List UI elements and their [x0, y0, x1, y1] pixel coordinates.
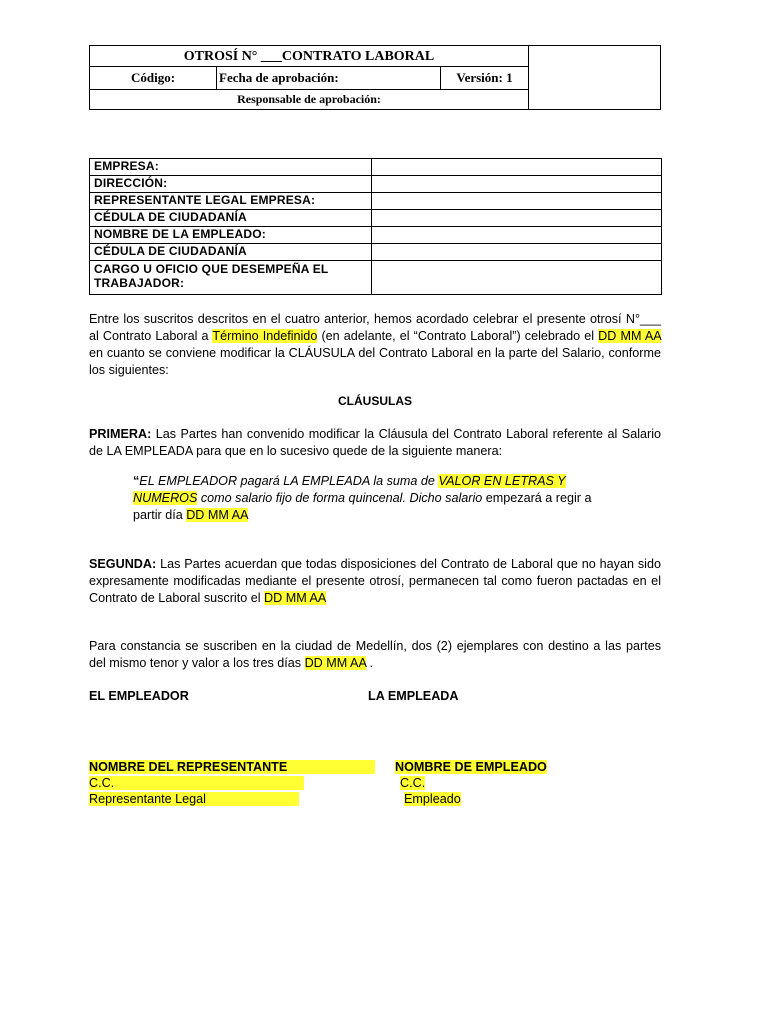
fecha-aprobacion-label: Fecha de aprobación:	[217, 67, 441, 89]
header-left-block	[90, 46, 529, 109]
contract-date-placeholder: DD MM AA	[264, 591, 327, 605]
quote-text-3: empezará a regir a partir día	[133, 491, 592, 522]
document-header-table	[89, 45, 661, 110]
segunda-text: Las Partes acuerdan que todas disposiciones del Contrato de Laboral que no hayan sido expresamente modificadas mediante el presente otrosí, permanecen tal como fueron pactadas en el Contrato de Laboral suscrito el	[89, 557, 661, 605]
intro-text-3: en cuanto se conviene modificar la CLÁUSULA del Contrato Laboral en la parte del Salario, conforme los siguientes:	[89, 346, 661, 377]
nombre-empleado-label: NOMBRE DE LA EMPLEADO:	[90, 227, 372, 244]
start-date-placeholder: DD MM AA	[186, 508, 249, 522]
intro-text-2: (en adelante, el “Contrato Laboral”) celebrado el	[317, 329, 599, 343]
cedula-representante-value-cell	[372, 210, 662, 227]
quote-open-mark: “	[133, 474, 140, 488]
segunda-clause	[89, 556, 661, 607]
signing-date-placeholder: DD MM AA	[304, 656, 367, 670]
empleado-role-placeholder: Empleado	[404, 792, 461, 806]
constancia-paragraph	[89, 638, 661, 672]
constancia-end: .	[366, 656, 374, 670]
quote-text-1: EL EMPLEADOR pagará LA EMPLEADA la suma de	[139, 474, 439, 488]
empleado-cc-placeholder: C.C.	[400, 776, 426, 790]
responsable-label: Responsable de aprobación:	[237, 92, 381, 106]
representante-value-cell	[372, 193, 662, 210]
intro-text-1: Entre los suscritos descritos en el cuatro anterior, hemos acordado celebrar el presente otrosí N°___ al Contrato Laboral a	[89, 312, 661, 343]
salary-amount-placeholder: VALOR EN LETRAS Y NUMEROS	[133, 474, 566, 505]
table-row	[90, 244, 662, 261]
empleado-name-placeholder: NOMBRE DE EMPLEADO	[395, 760, 547, 774]
cargo-value-cell	[372, 261, 662, 295]
primera-label: PRIMERA:	[89, 427, 152, 441]
cedula-empleado-label: CÉDULA DE CIUDADANÍA	[90, 244, 372, 261]
empleador-label: EL EMPLEADOR	[89, 689, 189, 703]
left-signature-block	[89, 759, 375, 807]
table-row	[90, 261, 662, 295]
right-signature-block	[395, 759, 547, 807]
header-title: OTROSÍ N° ___CONTRATO LABORAL	[90, 46, 528, 67]
quote-text-2: como salario fijo de forma quincenal. Dicho salario	[197, 491, 483, 505]
representante-cc-placeholder: C.C.	[89, 776, 304, 790]
constancia-text: Para constancia se suscriben en la ciudad de Medellín, dos (2) ejemplares con destino a las partes del mismo tenor y valor a los tres días	[89, 639, 661, 670]
primera-text: Las Partes han convenido modificar la Cláusula del Contrato Laboral referente al Salario de LA EMPLEADA para que en lo sucesivo quede de la siguiente manera:	[89, 427, 661, 458]
segunda-label: SEGUNDA:	[89, 557, 157, 571]
company-info-table	[89, 158, 662, 295]
empresa-label: EMPRESA:	[90, 159, 372, 176]
codigo-label: Código:	[90, 67, 217, 89]
empleada-heading	[368, 688, 459, 704]
table-row	[90, 159, 662, 176]
empleada-label: LA EMPLEADA	[368, 689, 459, 703]
intro-paragraph	[89, 311, 661, 379]
empleador-heading	[89, 688, 189, 704]
representante-role-placeholder: Representante Legal	[89, 792, 299, 806]
nombre-empleado-value-cell	[372, 227, 662, 244]
representante-name-placeholder: NOMBRE DEL REPRESENTANTE	[89, 760, 375, 774]
table-row	[90, 176, 662, 193]
table-row	[90, 210, 662, 227]
cedula-empleado-value-cell	[372, 244, 662, 261]
clausulas-title: CLÁUSULAS	[338, 394, 412, 408]
empresa-value-cell	[372, 159, 662, 176]
table-row	[90, 193, 662, 210]
version-label: Versión: 1	[456, 70, 513, 85]
direccion-value-cell	[372, 176, 662, 193]
primera-clause	[89, 426, 661, 460]
cargo-label: CARGO U OFICIO QUE DESEMPEÑA EL TRABAJADOR:	[90, 261, 372, 295]
date-placeholder: DD MM AA	[598, 329, 661, 343]
direccion-label: DIRECCIÓN:	[90, 176, 372, 193]
cedula-representante-label: CÉDULA DE CIUDADANÍA	[90, 210, 372, 227]
table-row	[90, 227, 662, 244]
salary-quote	[133, 473, 615, 524]
contract-type-placeholder: Término Indefinido	[212, 329, 318, 343]
representante-label: REPRESENTANTE LEGAL EMPRESA:	[90, 193, 372, 210]
header-meta-row	[90, 67, 528, 90]
